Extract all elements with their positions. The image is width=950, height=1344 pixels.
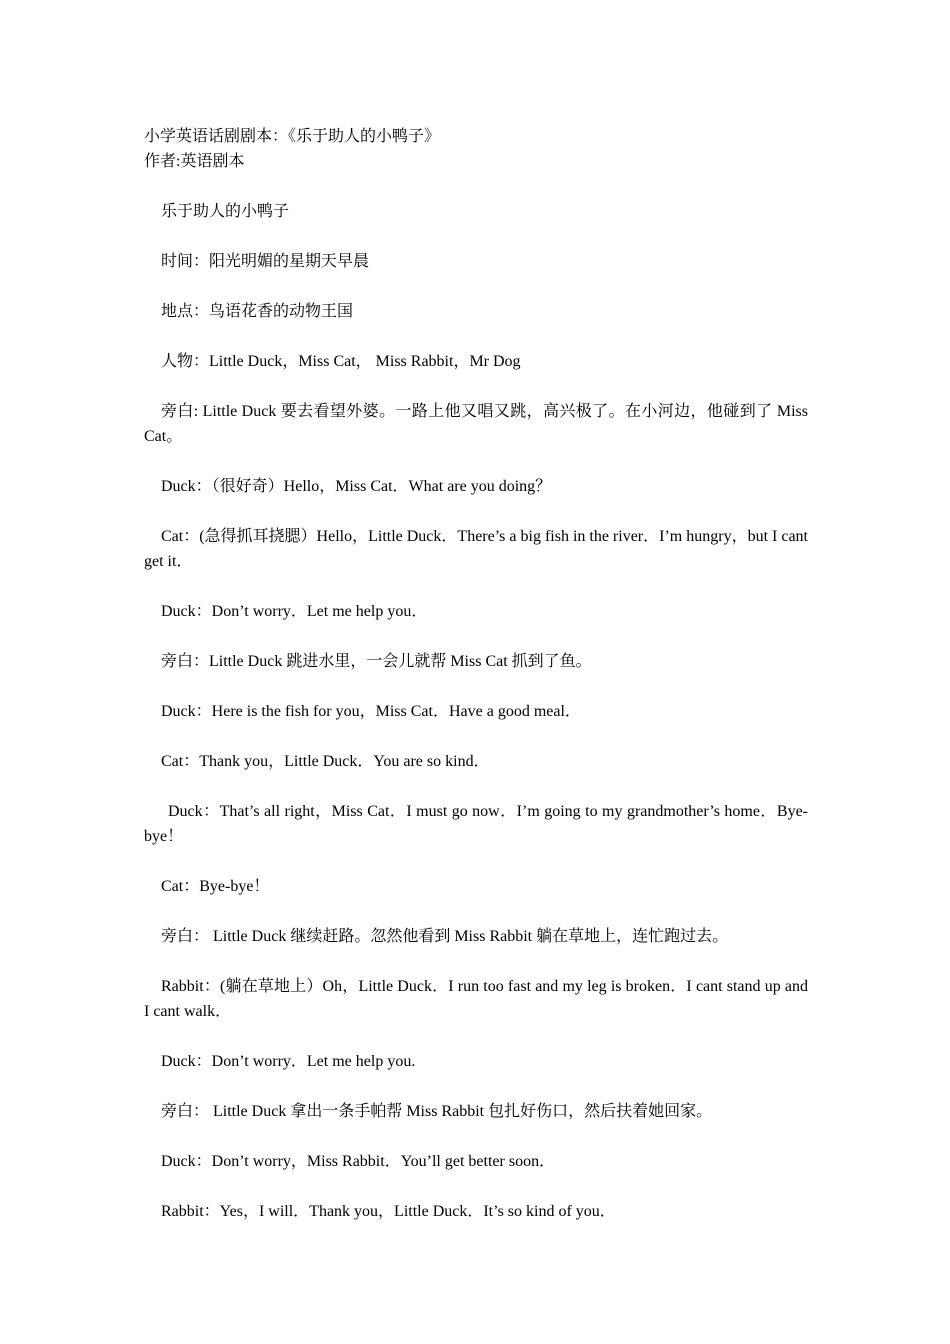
scene-time: 时间：阳光明媚的星期天早晨 <box>161 253 370 270</box>
dialogue-line: Duck：Don’t worry．Let me help you. <box>161 1053 416 1070</box>
play-title: 乐于助人的小鸭子 <box>161 203 290 220</box>
narration-paragraph: 旁白： Little Duck 继续赶路。忽然他看到 Miss Rabbit 躺在草地上，连忙跑过去。 <box>161 928 729 945</box>
document-title: 小学英语话剧剧本：《乐于助人的小鸭子》 <box>144 128 441 145</box>
document-body <box>144 124 808 1224</box>
dialogue-line: Rabbit：Yes，I will．Thank you，Little Duck．It’s so kind of you． <box>161 1203 616 1220</box>
document-author: 作者:英语剧本 <box>144 153 245 170</box>
narration-paragraph: 旁白： Little Duck 拿出一条手帕帮 Miss Rabbit 包扎好伤口，然后扶着她回家。 <box>161 1103 713 1120</box>
dialogue-line: Duck：That’s all right，Miss Cat．I must go now．I’m going to my grandmother’s home．Bye-bye！ <box>144 803 808 845</box>
dialogue-line: Rabbit：(躺在草地上）Oh，Little Duck．I run too fast and my leg is broken．I cant stand up and I cant walk． <box>144 978 808 1020</box>
narration-paragraph: 旁白: Little Duck 要去看望外婆。一路上他又唱又跳，高兴极了。在小河边，他碰到了 Miss Cat。 <box>144 403 808 445</box>
dialogue-line: Duck：Here is the fish for you，Miss Cat．Have a good meal． <box>161 703 581 720</box>
dialogue-line: Duck：Don’t worry，Miss Rabbit．You’ll get better soon． <box>161 1153 556 1170</box>
dialogue-line: Duck：Don’t worry．Let me help you． <box>161 603 428 620</box>
narration-paragraph: 旁白：Little Duck 跳进水里，一会儿就帮 Miss Cat 抓到了鱼。 <box>161 653 592 670</box>
dialogue-line: Duck：（很好奇）Hello，Miss Cat．What are you doing？ <box>161 478 552 495</box>
dialogue-line: Cat：Thank you，Little Duck．You are so kind． <box>161 753 490 770</box>
dialogue-line: Cat：Bye-bye！ <box>161 878 270 895</box>
dialogue-line: Cat：(急得抓耳挠腮）Hello，Little Duck．There’s a big fish in the river．I’m hungry，but I cant get it． <box>144 528 808 570</box>
scene-place: 地点：鸟语花香的动物王国 <box>161 303 354 320</box>
characters-list: 人物：Little Duck，Miss Cat， Miss Rabbit，Mr Dog <box>161 353 521 370</box>
